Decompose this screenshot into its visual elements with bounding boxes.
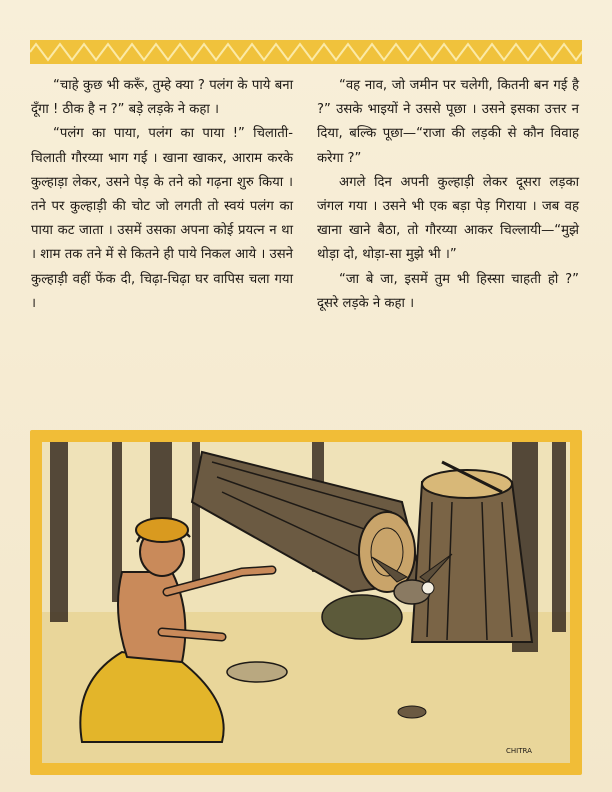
zigzag-pattern [30,40,582,64]
artist-signature: CHITRA [506,747,532,755]
paragraph: “पलंग का पाया, पलंग का पाया !” चिलाती-चिलाती गौरय्या भाग गई । खाना खाकर, आराम करके कुल्हाड़ा लेकर, उसने पेड़ के तने को गढ़ना शुरु किया । तने पर कुल्हाड़ी की चोट जो लगती तो स्वयं पलंग का पाया कट जाता । उसमें उसका अपना कोई प्रयत्न न था । शाम तक तने में से कितने ही पाये निकल आये । उसने कुल्हाड़ी वहीं फेंक दी, चिढ़ा-चिढ़ा घर वापिस चला गया । [31,126,293,311]
paragraph: “वह नाव, जो जमीन पर चलेगी, कितनी बन गई है ?” उसके भाइयों ने उससे पूछा । उसने इसका उत्तर न दिया, बल्कि पूछा—“राजा की लड़की से कौन विवाह करेगा ?” [317,78,579,166]
rock-icon [398,706,426,718]
paragraph: “जा बे जा, इसमें तुम भी हिस्सा चाहती हो ?” दूसरे लड़के ने कहा । [317,271,579,311]
bush-icon [322,595,402,639]
right-text-column [317,74,579,316]
left-text-column [31,74,293,316]
rock-icon [227,662,287,682]
forest-scene-illustration [42,442,570,763]
decorative-border-band [30,40,582,64]
paragraph: अगले दिन अपनी कुल्हाड़ी लेकर दूसरा लड़का जंगल गया । उसने भी एक बड़ा पेड़ गिराया । जब वह खाना खाने बैठा, तो गौरय्या आकर चिल्लायी—“मुझे थोड़ा दो, थोड़ा-सा मुझे भी ।” [317,174,579,263]
illustration-frame [30,430,582,775]
paragraph: “चाहे कुछ भी करूँ, तुम्हे क्या ? पलंग के पाये बना दूँगा ! ठीक है न ?” बड़े लड़के ने कहा । [31,78,293,118]
